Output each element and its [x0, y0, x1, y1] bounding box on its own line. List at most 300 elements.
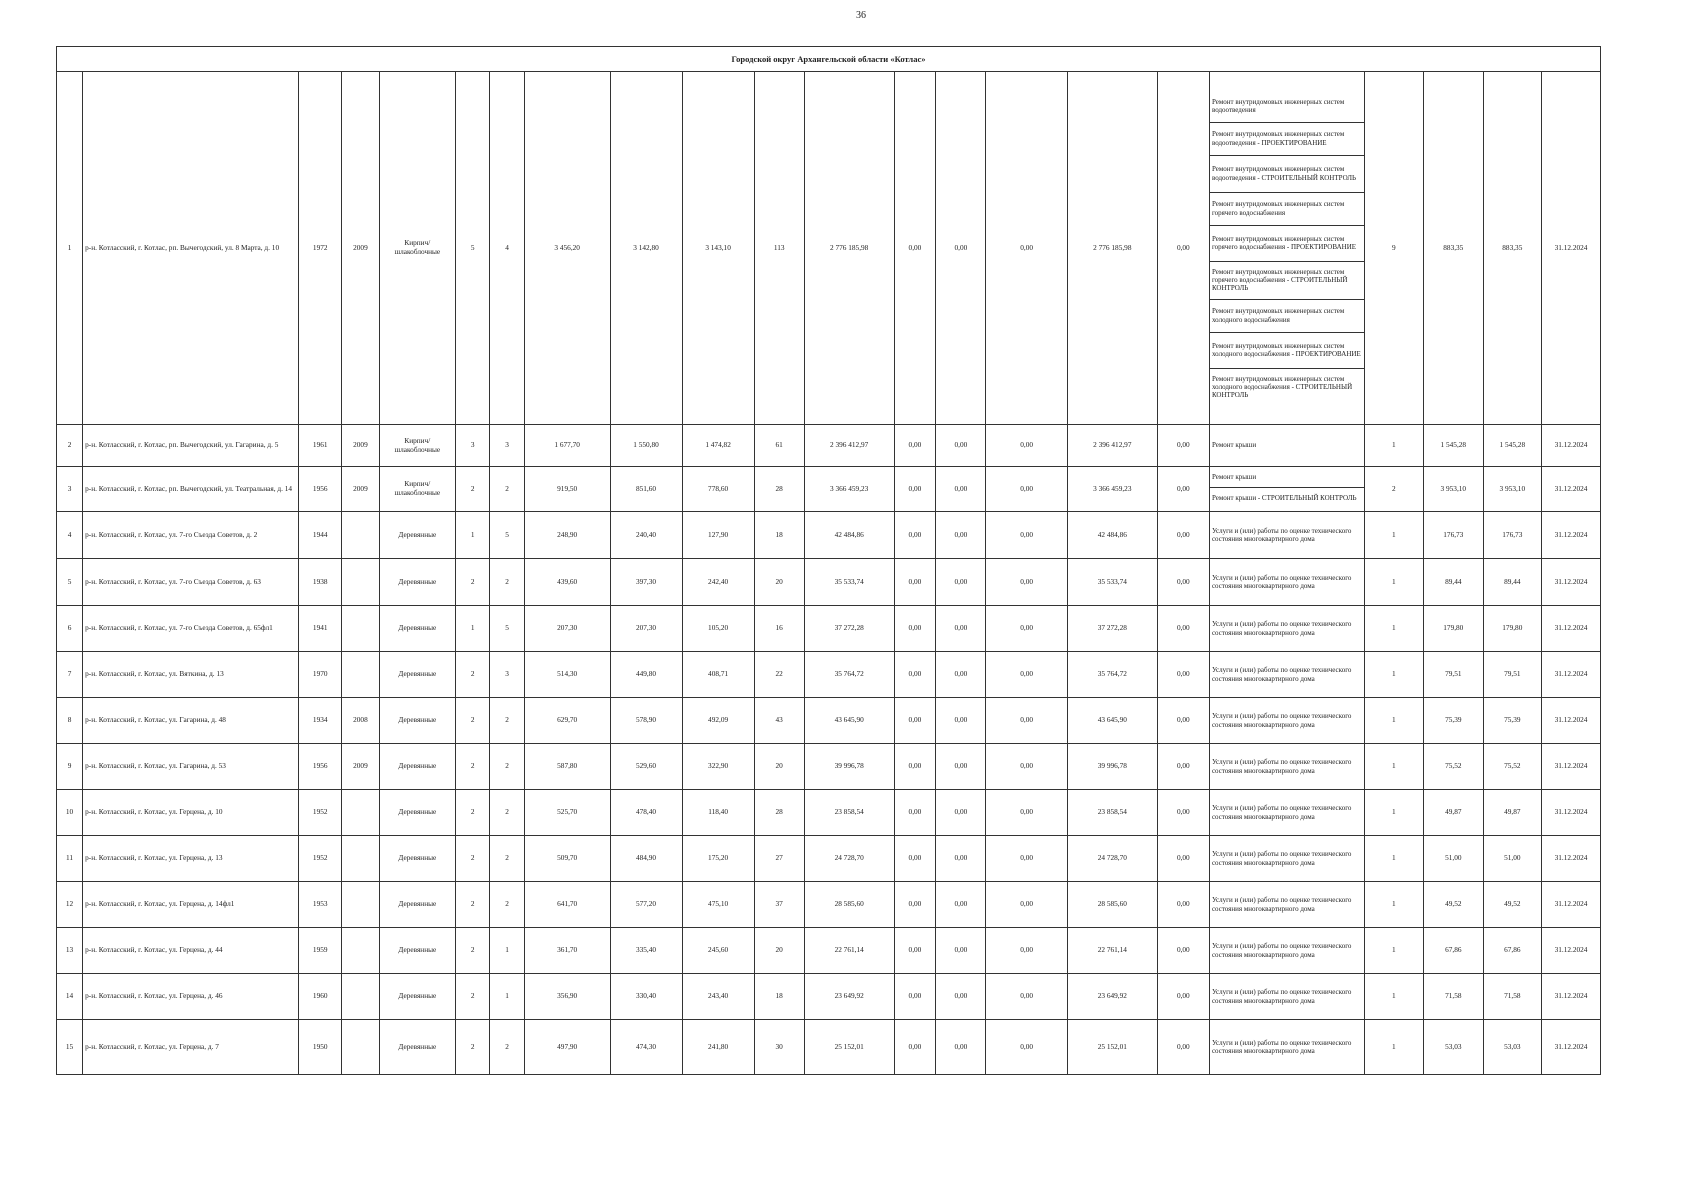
year-overhaul: 2009 — [342, 467, 380, 512]
works-count: 1 — [1364, 606, 1424, 652]
works-count: 9 — [1364, 72, 1424, 425]
living-area: 851,60 — [610, 467, 682, 512]
cost-fund-1: 0,00 — [894, 606, 936, 652]
living-area: 474,30 — [610, 1020, 682, 1075]
wall-material: Деревянные — [379, 559, 455, 606]
cost-fund-1: 0,00 — [894, 744, 936, 790]
table-row — [57, 1020, 1601, 1075]
floors-count: 1 — [455, 606, 489, 652]
year-overhaul — [342, 882, 380, 928]
work-item: Ремонт крыши - СТРОИТЕЛЬНЫЙ КОНТРОЛЬ — [1211, 494, 1357, 503]
table-row — [57, 425, 1601, 467]
entrances-count: 1 — [490, 928, 524, 974]
works-count: 1 — [1364, 1020, 1424, 1075]
table-row — [57, 467, 1601, 512]
cost-fund-1: 0,00 — [894, 928, 936, 974]
residential-area: 243,40 — [682, 974, 754, 1020]
works-list — [1209, 698, 1364, 744]
row-number: 13 — [57, 928, 83, 974]
year-built: 1944 — [299, 512, 342, 559]
year-overhaul: 2008 — [342, 698, 380, 744]
year-overhaul — [342, 836, 380, 882]
address: р-н. Котласский, г. Котлас, ул. Герцена, д. 14фл1 — [83, 882, 299, 928]
row-number: 12 — [57, 882, 83, 928]
entrances-count: 2 — [490, 467, 524, 512]
wall-material: Деревянные — [379, 744, 455, 790]
cost-fund-1: 0,00 — [894, 72, 936, 425]
works-count: 1 — [1364, 882, 1424, 928]
year-overhaul — [342, 790, 380, 836]
year-built: 1952 — [299, 790, 342, 836]
cost-total: 22 761,14 — [804, 928, 894, 974]
residential-area: 408,71 — [682, 652, 754, 698]
work-item: Услуги и (или) работы по оценке технического состояния многоквартирного дома — [1211, 1038, 1352, 1055]
table-row — [57, 698, 1601, 744]
row-number: 3 — [57, 467, 83, 512]
unit-cost: 79,51 — [1424, 652, 1484, 698]
table-row — [57, 744, 1601, 790]
cost-other: 0,00 — [1157, 652, 1209, 698]
works-list — [1209, 467, 1364, 512]
cost-other: 0,00 — [1157, 882, 1209, 928]
works-count: 2 — [1364, 467, 1424, 512]
cost-fund-3: 0,00 — [986, 652, 1067, 698]
table-row — [57, 512, 1601, 559]
floors-count: 2 — [455, 744, 489, 790]
address: р-н. Котласский, г. Котлас, ул. 7-го Съезда Советов, д. 65фл1 — [83, 606, 299, 652]
total-area: 629,70 — [524, 698, 610, 744]
limit-cost: 67,86 — [1483, 928, 1541, 974]
wall-material: Деревянные — [379, 512, 455, 559]
year-overhaul: 2009 — [342, 72, 380, 425]
work-item: Услуги и (или) работы по оценке технического состояния многоквартирного дома — [1211, 712, 1352, 729]
works-list — [1209, 928, 1364, 974]
cost-total: 25 152,01 — [804, 1020, 894, 1075]
cost-fund-1: 0,00 — [894, 790, 936, 836]
row-number: 5 — [57, 559, 83, 606]
work-item: Услуги и (или) работы по оценке технического состояния многоквартирного дома — [1211, 988, 1352, 1005]
cost-fund-2: 0,00 — [936, 698, 986, 744]
cost-fund-2: 0,00 — [936, 467, 986, 512]
cost-fund-3: 0,00 — [986, 512, 1067, 559]
work-item: Услуги и (или) работы по оценке технического состояния многоквартирного дома — [1211, 666, 1352, 683]
work-item: Ремонт внутридомовых инженерных систем горячего водоснабжения - ПРОЕКТИРОВАНИЕ — [1210, 226, 1364, 262]
unit-cost: 75,52 — [1424, 744, 1484, 790]
limit-cost: 1 545,28 — [1483, 425, 1541, 467]
cost-total: 43 645,90 — [804, 698, 894, 744]
cost-total: 37 272,28 — [804, 606, 894, 652]
work-item: Ремонт внутридомовых инженерных систем холодного водоснабжения - ПРОЕКТИРОВАНИЕ — [1210, 333, 1364, 369]
address: р-н. Котласский, г. Котлас, рп. Вычегодский, ул. Гагарина, д. 5 — [83, 425, 299, 467]
cost-fund-2: 0,00 — [936, 425, 986, 467]
table-row — [57, 882, 1601, 928]
work-item: Ремонт внутридомовых инженерных систем горячего водоснабжения - СТРОИТЕЛЬНЫЙ КОНТРОЛЬ — [1210, 262, 1364, 300]
work-item: Услуги и (или) работы по оценке технического состояния многоквартирного дома — [1211, 850, 1352, 867]
cost-owners: 22 761,14 — [1067, 928, 1157, 974]
cost-fund-1: 0,00 — [894, 425, 936, 467]
cost-fund-3: 0,00 — [986, 974, 1067, 1020]
unit-cost: 49,52 — [1424, 882, 1484, 928]
housing-repair-table — [56, 46, 1601, 1075]
region-header-row — [57, 47, 1601, 72]
cost-total: 42 484,86 — [804, 512, 894, 559]
limit-cost: 75,39 — [1483, 698, 1541, 744]
living-area: 529,60 — [610, 744, 682, 790]
entrances-count: 2 — [490, 790, 524, 836]
entrances-count: 2 — [490, 698, 524, 744]
cost-fund-2: 0,00 — [936, 606, 986, 652]
deadline: 31.12.2024 — [1542, 425, 1601, 467]
residents-count: 28 — [754, 790, 804, 836]
works-count: 1 — [1364, 928, 1424, 974]
total-area: 525,70 — [524, 790, 610, 836]
entrances-count: 2 — [490, 836, 524, 882]
deadline: 31.12.2024 — [1542, 974, 1601, 1020]
limit-cost: 89,44 — [1483, 559, 1541, 606]
residential-area: 118,40 — [682, 790, 754, 836]
year-built: 1934 — [299, 698, 342, 744]
works-list — [1209, 744, 1364, 790]
living-area: 478,40 — [610, 790, 682, 836]
deadline: 31.12.2024 — [1542, 1020, 1601, 1075]
entrances-count: 5 — [490, 606, 524, 652]
cost-owners: 2 776 185,98 — [1067, 72, 1157, 425]
table-row — [57, 652, 1601, 698]
work-item: Услуги и (или) работы по оценке технического состояния многоквартирного дома — [1211, 804, 1352, 821]
residents-count: 37 — [754, 882, 804, 928]
works-list — [1209, 652, 1364, 698]
cost-owners: 2 396 412,97 — [1067, 425, 1157, 467]
address: р-н. Котласский, г. Котлас, ул. Гагарина, д. 48 — [83, 698, 299, 744]
total-area: 356,90 — [524, 974, 610, 1020]
residents-count: 18 — [754, 512, 804, 559]
table-row — [57, 928, 1601, 974]
cost-fund-3: 0,00 — [986, 836, 1067, 882]
cost-owners: 42 484,86 — [1067, 512, 1157, 559]
total-area: 514,30 — [524, 652, 610, 698]
living-area: 449,80 — [610, 652, 682, 698]
works-count: 1 — [1364, 790, 1424, 836]
floors-count: 2 — [455, 698, 489, 744]
entrances-count: 5 — [490, 512, 524, 559]
unit-cost: 67,86 — [1424, 928, 1484, 974]
entrances-count: 1 — [490, 974, 524, 1020]
cost-fund-1: 0,00 — [894, 652, 936, 698]
works-list — [1209, 72, 1364, 425]
wall-material: Деревянные — [379, 652, 455, 698]
row-number: 10 — [57, 790, 83, 836]
residential-area: 1 474,82 — [682, 425, 754, 467]
total-area: 207,30 — [524, 606, 610, 652]
work-item: Услуги и (или) работы по оценке технического состояния многоквартирного дома — [1211, 573, 1352, 590]
cost-fund-1: 0,00 — [894, 882, 936, 928]
table-row — [57, 606, 1601, 652]
entrances-count: 3 — [490, 425, 524, 467]
cost-owners: 35 533,74 — [1067, 559, 1157, 606]
cost-fund-2: 0,00 — [936, 512, 986, 559]
cost-other: 0,00 — [1157, 744, 1209, 790]
residential-area: 3 143,10 — [682, 72, 754, 425]
work-item: Услуги и (или) работы по оценке технического состояния многоквартирного дома — [1211, 942, 1352, 959]
unit-cost: 1 545,28 — [1424, 425, 1484, 467]
deadline: 31.12.2024 — [1542, 836, 1601, 882]
limit-cost: 79,51 — [1483, 652, 1541, 698]
deadline: 31.12.2024 — [1542, 652, 1601, 698]
row-number: 7 — [57, 652, 83, 698]
works-count: 1 — [1364, 836, 1424, 882]
cost-total: 35 764,72 — [804, 652, 894, 698]
total-area: 497,90 — [524, 1020, 610, 1075]
wall-material: Деревянные — [379, 1020, 455, 1075]
deadline: 31.12.2024 — [1542, 72, 1601, 425]
limit-cost: 179,80 — [1483, 606, 1541, 652]
cost-fund-1: 0,00 — [894, 698, 936, 744]
deadline: 31.12.2024 — [1542, 698, 1601, 744]
cost-total: 39 996,78 — [804, 744, 894, 790]
address: р-н. Котласский, г. Котлас, ул. Герцена, д. 13 — [83, 836, 299, 882]
limit-cost: 3 953,10 — [1483, 467, 1541, 512]
work-item: Услуги и (или) работы по оценке технического состояния многоквартирного дома — [1211, 620, 1352, 637]
cost-fund-2: 0,00 — [936, 559, 986, 606]
works-count: 1 — [1364, 974, 1424, 1020]
total-area: 1 677,70 — [524, 425, 610, 467]
cost-fund-3: 0,00 — [986, 698, 1067, 744]
cost-other: 0,00 — [1157, 72, 1209, 425]
limit-cost: 883,35 — [1483, 72, 1541, 425]
entrances-count: 4 — [490, 72, 524, 425]
entrances-count: 2 — [490, 559, 524, 606]
works-count: 1 — [1364, 425, 1424, 467]
cost-owners: 28 585,60 — [1067, 882, 1157, 928]
residential-area: 175,20 — [682, 836, 754, 882]
wall-material: Деревянные — [379, 790, 455, 836]
table-row — [57, 559, 1601, 606]
living-area: 577,20 — [610, 882, 682, 928]
table-row — [57, 72, 1601, 425]
works-list — [1209, 882, 1364, 928]
row-number: 14 — [57, 974, 83, 1020]
cost-other: 0,00 — [1157, 1020, 1209, 1075]
cost-total: 2 776 185,98 — [804, 72, 894, 425]
floors-count: 2 — [455, 467, 489, 512]
cost-total: 28 585,60 — [804, 882, 894, 928]
year-built: 1959 — [299, 928, 342, 974]
floors-count: 2 — [455, 974, 489, 1020]
floors-count: 3 — [455, 425, 489, 467]
residents-count: 28 — [754, 467, 804, 512]
deadline: 31.12.2024 — [1542, 559, 1601, 606]
works-list — [1209, 1020, 1364, 1075]
work-item: Услуги и (или) работы по оценке технического состояния многоквартирного дома — [1211, 526, 1352, 543]
year-overhaul — [342, 928, 380, 974]
work-item: Ремонт внутридомовых инженерных систем водоотведения - ПРОЕКТИРОВАНИЕ — [1210, 123, 1364, 156]
cost-fund-1: 0,00 — [894, 512, 936, 559]
wall-material: Деревянные — [379, 698, 455, 744]
works-list — [1209, 559, 1364, 606]
cost-other: 0,00 — [1157, 559, 1209, 606]
address: р-н. Котласский, г. Котлас, ул. Герцена, д. 10 — [83, 790, 299, 836]
cost-owners: 3 366 459,23 — [1067, 467, 1157, 512]
wall-material: Деревянные — [379, 974, 455, 1020]
living-area: 484,90 — [610, 836, 682, 882]
limit-cost: 75,52 — [1483, 744, 1541, 790]
works-list — [1209, 836, 1364, 882]
cost-owners: 23 858,54 — [1067, 790, 1157, 836]
cost-other: 0,00 — [1157, 790, 1209, 836]
floors-count: 2 — [455, 928, 489, 974]
cost-total: 2 396 412,97 — [804, 425, 894, 467]
unit-cost: 71,58 — [1424, 974, 1484, 1020]
cost-fund-1: 0,00 — [894, 559, 936, 606]
row-number: 11 — [57, 836, 83, 882]
row-number: 4 — [57, 512, 83, 559]
entrances-count: 2 — [490, 882, 524, 928]
residents-count: 18 — [754, 974, 804, 1020]
address: р-н. Котласский, г. Котлас, ул. 7-го Съезда Советов, д. 63 — [83, 559, 299, 606]
residents-count: 61 — [754, 425, 804, 467]
year-built: 1938 — [299, 559, 342, 606]
cost-fund-3: 0,00 — [986, 606, 1067, 652]
work-item: Услуги и (или) работы по оценке технического состояния многоквартирного дома — [1211, 758, 1352, 775]
limit-cost: 71,58 — [1483, 974, 1541, 1020]
limit-cost: 49,87 — [1483, 790, 1541, 836]
residents-count: 30 — [754, 1020, 804, 1075]
limit-cost: 176,73 — [1483, 512, 1541, 559]
residential-area: 241,80 — [682, 1020, 754, 1075]
residents-count: 20 — [754, 928, 804, 974]
cost-fund-2: 0,00 — [936, 1020, 986, 1075]
deadline: 31.12.2024 — [1542, 467, 1601, 512]
residential-area: 105,20 — [682, 606, 754, 652]
cost-fund-2: 0,00 — [936, 836, 986, 882]
living-area: 3 142,80 — [610, 72, 682, 425]
table-body — [57, 47, 1601, 1075]
wall-material: Деревянные — [379, 836, 455, 882]
wall-material: Деревянные — [379, 606, 455, 652]
residential-area: 475,10 — [682, 882, 754, 928]
address: р-н. Котласский, г. Котлас, ул. Гагарина, д. 53 — [83, 744, 299, 790]
unit-cost: 89,44 — [1424, 559, 1484, 606]
row-number: 1 — [57, 72, 83, 425]
works-count: 1 — [1364, 559, 1424, 606]
total-area: 509,70 — [524, 836, 610, 882]
cost-total: 23 649,92 — [804, 974, 894, 1020]
cost-fund-3: 0,00 — [986, 467, 1067, 512]
address: р-н. Котласский, г. Котлас, ул. Герцена, д. 44 — [83, 928, 299, 974]
cost-other: 0,00 — [1157, 425, 1209, 467]
limit-cost: 53,03 — [1483, 1020, 1541, 1075]
entrances-count: 3 — [490, 652, 524, 698]
work-item: Ремонт крыши — [1210, 469, 1364, 488]
wall-material: Деревянные — [379, 928, 455, 974]
deadline: 31.12.2024 — [1542, 790, 1601, 836]
year-overhaul: 2009 — [342, 425, 380, 467]
table-row — [57, 974, 1601, 1020]
residents-count: 27 — [754, 836, 804, 882]
cost-other: 0,00 — [1157, 836, 1209, 882]
work-item: Ремонт внутридомовых инженерных систем водоотведения - СТРОИТЕЛЬНЫЙ КОНТРОЛЬ — [1210, 156, 1364, 193]
deadline: 31.12.2024 — [1542, 512, 1601, 559]
year-built: 1952 — [299, 836, 342, 882]
cost-other: 0,00 — [1157, 698, 1209, 744]
unit-cost: 75,39 — [1424, 698, 1484, 744]
total-area: 248,90 — [524, 512, 610, 559]
work-item: Услуги и (или) работы по оценке технического состояния многоквартирного дома — [1211, 896, 1352, 913]
work-item: Ремонт внутридомовых инженерных систем холодного водоснабжения — [1210, 300, 1364, 333]
year-built: 1970 — [299, 652, 342, 698]
cost-fund-2: 0,00 — [936, 928, 986, 974]
works-count: 1 — [1364, 512, 1424, 559]
wall-material: Кирпич/ шлакоблочные — [379, 425, 455, 467]
table-row — [57, 790, 1601, 836]
year-overhaul — [342, 1020, 380, 1075]
year-built: 1960 — [299, 974, 342, 1020]
cost-fund-2: 0,00 — [936, 744, 986, 790]
cost-other: 0,00 — [1157, 928, 1209, 974]
works-count: 1 — [1364, 744, 1424, 790]
entrances-count: 2 — [490, 1020, 524, 1075]
year-built: 1950 — [299, 1020, 342, 1075]
floors-count: 2 — [455, 1020, 489, 1075]
cost-fund-1: 0,00 — [894, 974, 936, 1020]
year-overhaul — [342, 512, 380, 559]
row-number: 9 — [57, 744, 83, 790]
cost-fund-2: 0,00 — [936, 652, 986, 698]
work-item: Ремонт внутридомовых инженерных систем горячего водоснабжения — [1210, 193, 1364, 226]
year-built: 1961 — [299, 425, 342, 467]
wall-material: Деревянные — [379, 882, 455, 928]
cost-other: 0,00 — [1157, 974, 1209, 1020]
cost-fund-3: 0,00 — [986, 425, 1067, 467]
living-area: 207,30 — [610, 606, 682, 652]
year-built: 1953 — [299, 882, 342, 928]
unit-cost: 3 953,10 — [1424, 467, 1484, 512]
year-built: 1972 — [299, 72, 342, 425]
total-area: 641,70 — [524, 882, 610, 928]
floors-count: 2 — [455, 882, 489, 928]
year-built: 1956 — [299, 467, 342, 512]
residential-area: 242,40 — [682, 559, 754, 606]
works-count: 1 — [1364, 652, 1424, 698]
cost-other: 0,00 — [1157, 467, 1209, 512]
residents-count: 43 — [754, 698, 804, 744]
deadline: 31.12.2024 — [1542, 882, 1601, 928]
cost-owners: 43 645,90 — [1067, 698, 1157, 744]
living-area: 578,90 — [610, 698, 682, 744]
total-area: 587,80 — [524, 744, 610, 790]
works-list — [1209, 974, 1364, 1020]
residential-area: 245,60 — [682, 928, 754, 974]
work-item: Ремонт крыши — [1211, 441, 1257, 450]
residential-area: 322,90 — [682, 744, 754, 790]
cost-fund-3: 0,00 — [986, 1020, 1067, 1075]
works-list — [1209, 790, 1364, 836]
year-built: 1956 — [299, 744, 342, 790]
deadline: 31.12.2024 — [1542, 928, 1601, 974]
year-overhaul — [342, 606, 380, 652]
entrances-count: 2 — [490, 744, 524, 790]
floors-count: 1 — [455, 512, 489, 559]
living-area: 397,30 — [610, 559, 682, 606]
cost-other: 0,00 — [1157, 512, 1209, 559]
residential-area: 127,90 — [682, 512, 754, 559]
cost-other: 0,00 — [1157, 606, 1209, 652]
unit-cost: 176,73 — [1424, 512, 1484, 559]
cost-fund-2: 0,00 — [936, 882, 986, 928]
unit-cost: 51,00 — [1424, 836, 1484, 882]
page-number: 36 — [856, 10, 866, 21]
living-area: 335,40 — [610, 928, 682, 974]
